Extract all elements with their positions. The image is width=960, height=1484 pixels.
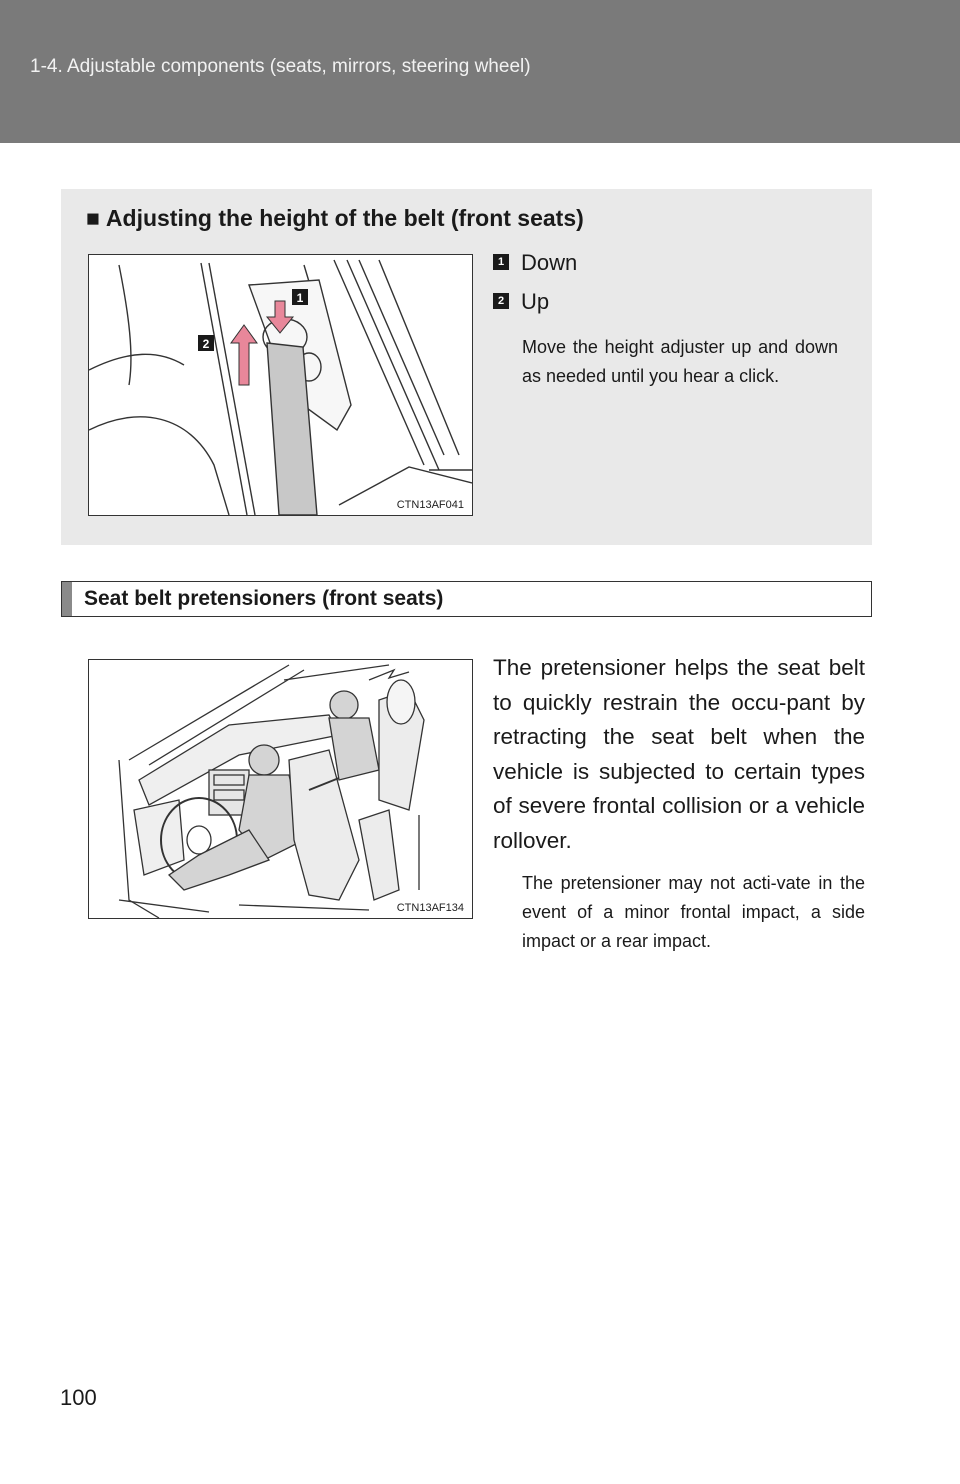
pretensioner-figure <box>88 659 473 919</box>
pretensioner-illustration <box>89 660 472 918</box>
box-heading-text: Adjusting the height of the belt (front seats) <box>105 205 584 231</box>
legend-item-down <box>493 250 577 276</box>
belt-adjuster-illustration <box>89 255 472 515</box>
header-title: 1-4. Adjustable components (seats, mirrors, steering wheel) <box>30 56 531 77</box>
heading-square-icon: ■ <box>86 205 100 231</box>
legend-label-up: Up <box>521 289 550 314</box>
box-heading <box>86 205 584 232</box>
section-accent <box>62 582 72 616</box>
legend-item-up <box>493 289 549 315</box>
belt-adjuster-figure <box>88 254 473 516</box>
section-title: Seat belt pretensioners (front seats) <box>84 587 444 610</box>
box-note: Move the height adjuster up and down as needed until you hear a click. <box>522 337 838 386</box>
figure-code-2: CTN13AF134 <box>396 902 464 914</box>
figure-code: CTN13AF041 <box>396 499 464 511</box>
section-heading-bar <box>61 581 872 617</box>
svg-text:1: 1 <box>296 291 304 305</box>
pretensioner-body-text: The pretensioner helps the seat belt to quickly restrain the occu-pant by retracting the seat belt when the vehicle is subjected to certain types of severe frontal collision or a vehicle rollover. <box>493 655 865 853</box>
page-header <box>0 0 960 143</box>
svg-text:2: 2 <box>202 337 210 351</box>
callout-1-icon <box>292 289 308 305</box>
callout-2-icon <box>198 335 214 351</box>
pretensioner-note-text: The pretensioner may not acti-vate in the event of a minor frontal impact, a side impact or a rear impact. <box>522 873 865 951</box>
legend-label-down: Down <box>521 250 578 275</box>
page-number: 100 <box>60 1385 97 1410</box>
number-1-icon: 1 <box>493 254 509 270</box>
number-2-icon: 2 <box>493 293 509 309</box>
